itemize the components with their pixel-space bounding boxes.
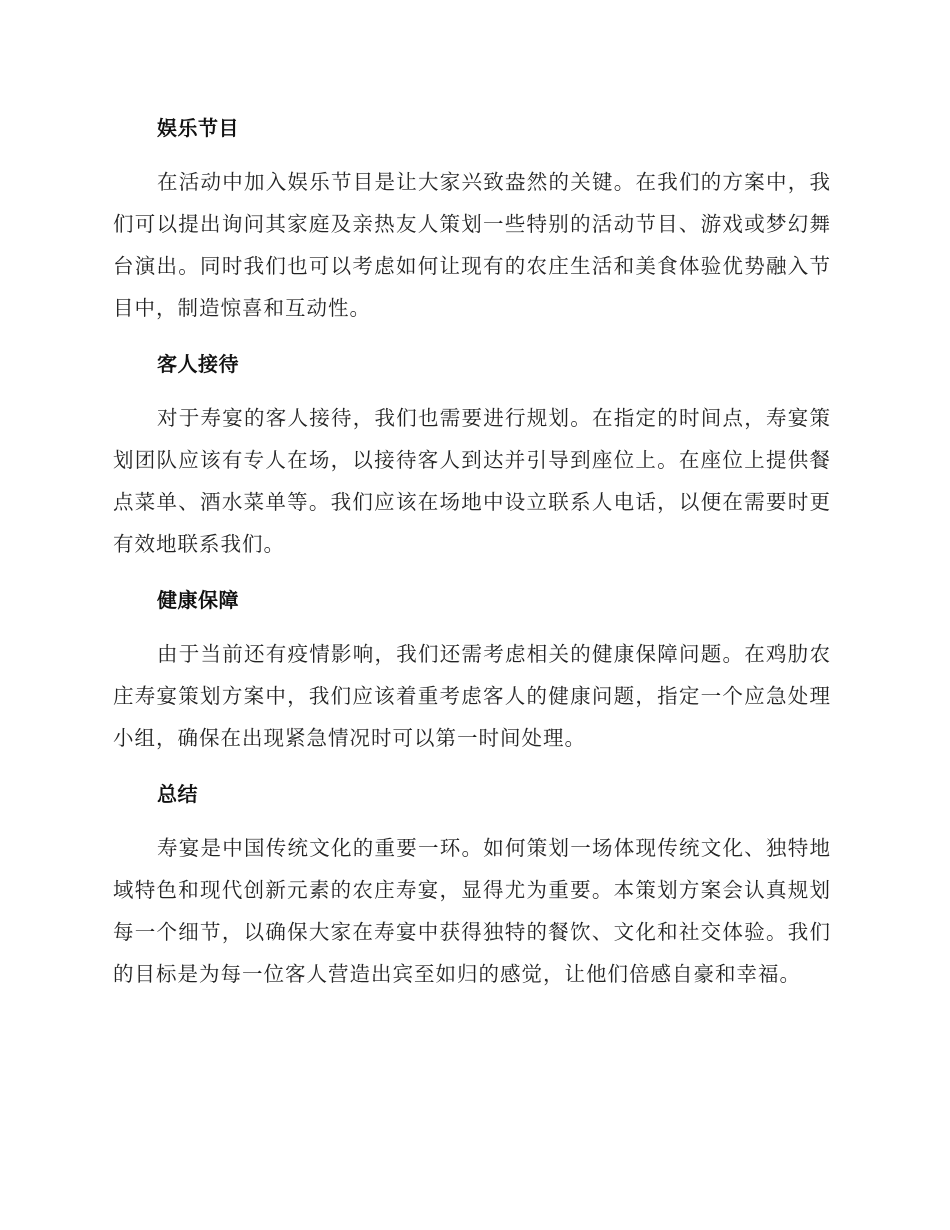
section-health-safety — [113, 580, 831, 759]
section-paragraph: 对于寿宴的客人接待，我们也需要进行规划。在指定的时间点，寿宴策划团队应该有专人在场，以接待客人到达并引导到座位上。在座位上提供餐点菜单、酒水菜单等。我们应该在场地中设立联系人电话，以便在需要时更有效地联系我们。 — [113, 406, 831, 556]
section-heading: 客人接待 — [157, 352, 239, 376]
section-paragraph: 寿宴是中国传统文化的重要一环。如何策划一场体现传统文化、独特地域特色和现代创新元素的农庄寿宴，显得尤为重要。本策划方案会认真规划每一个细节，以确保大家在寿宴中获得独特的餐饮、文化和社交体验。我们的目标是为每一位客人营造出宾至如归的感觉，让他们倍感自豪和幸福。 — [113, 836, 831, 986]
section-paragraph: 在活动中加入娱乐节目是让大家兴致盎然的关键。在我们的方案中，我们可以提出询问其家庭及亲热友人策划一些特别的活动节目、游戏或梦幻舞台演出。同时我们也可以考虑如何让现有的农庄生活和美食体验优势融入节目中，制造惊喜和互动性。 — [113, 170, 831, 320]
section-paragraph: 由于当前还有疫情影响，我们还需考虑相关的健康保障问题。在鸡肋农庄寿宴策划方案中，我们应该着重考虑客人的健康问题，指定一个应急处理小组，确保在出现紧急情况时可以第一时间处理。 — [113, 642, 831, 750]
section-heading: 总结 — [157, 782, 198, 806]
section-heading: 健康保障 — [157, 588, 239, 612]
section-entertainment — [113, 108, 831, 329]
document-content — [113, 108, 831, 1010]
section-heading: 娱乐节目 — [157, 116, 239, 140]
section-guest-reception — [113, 344, 831, 565]
section-summary — [113, 774, 831, 995]
